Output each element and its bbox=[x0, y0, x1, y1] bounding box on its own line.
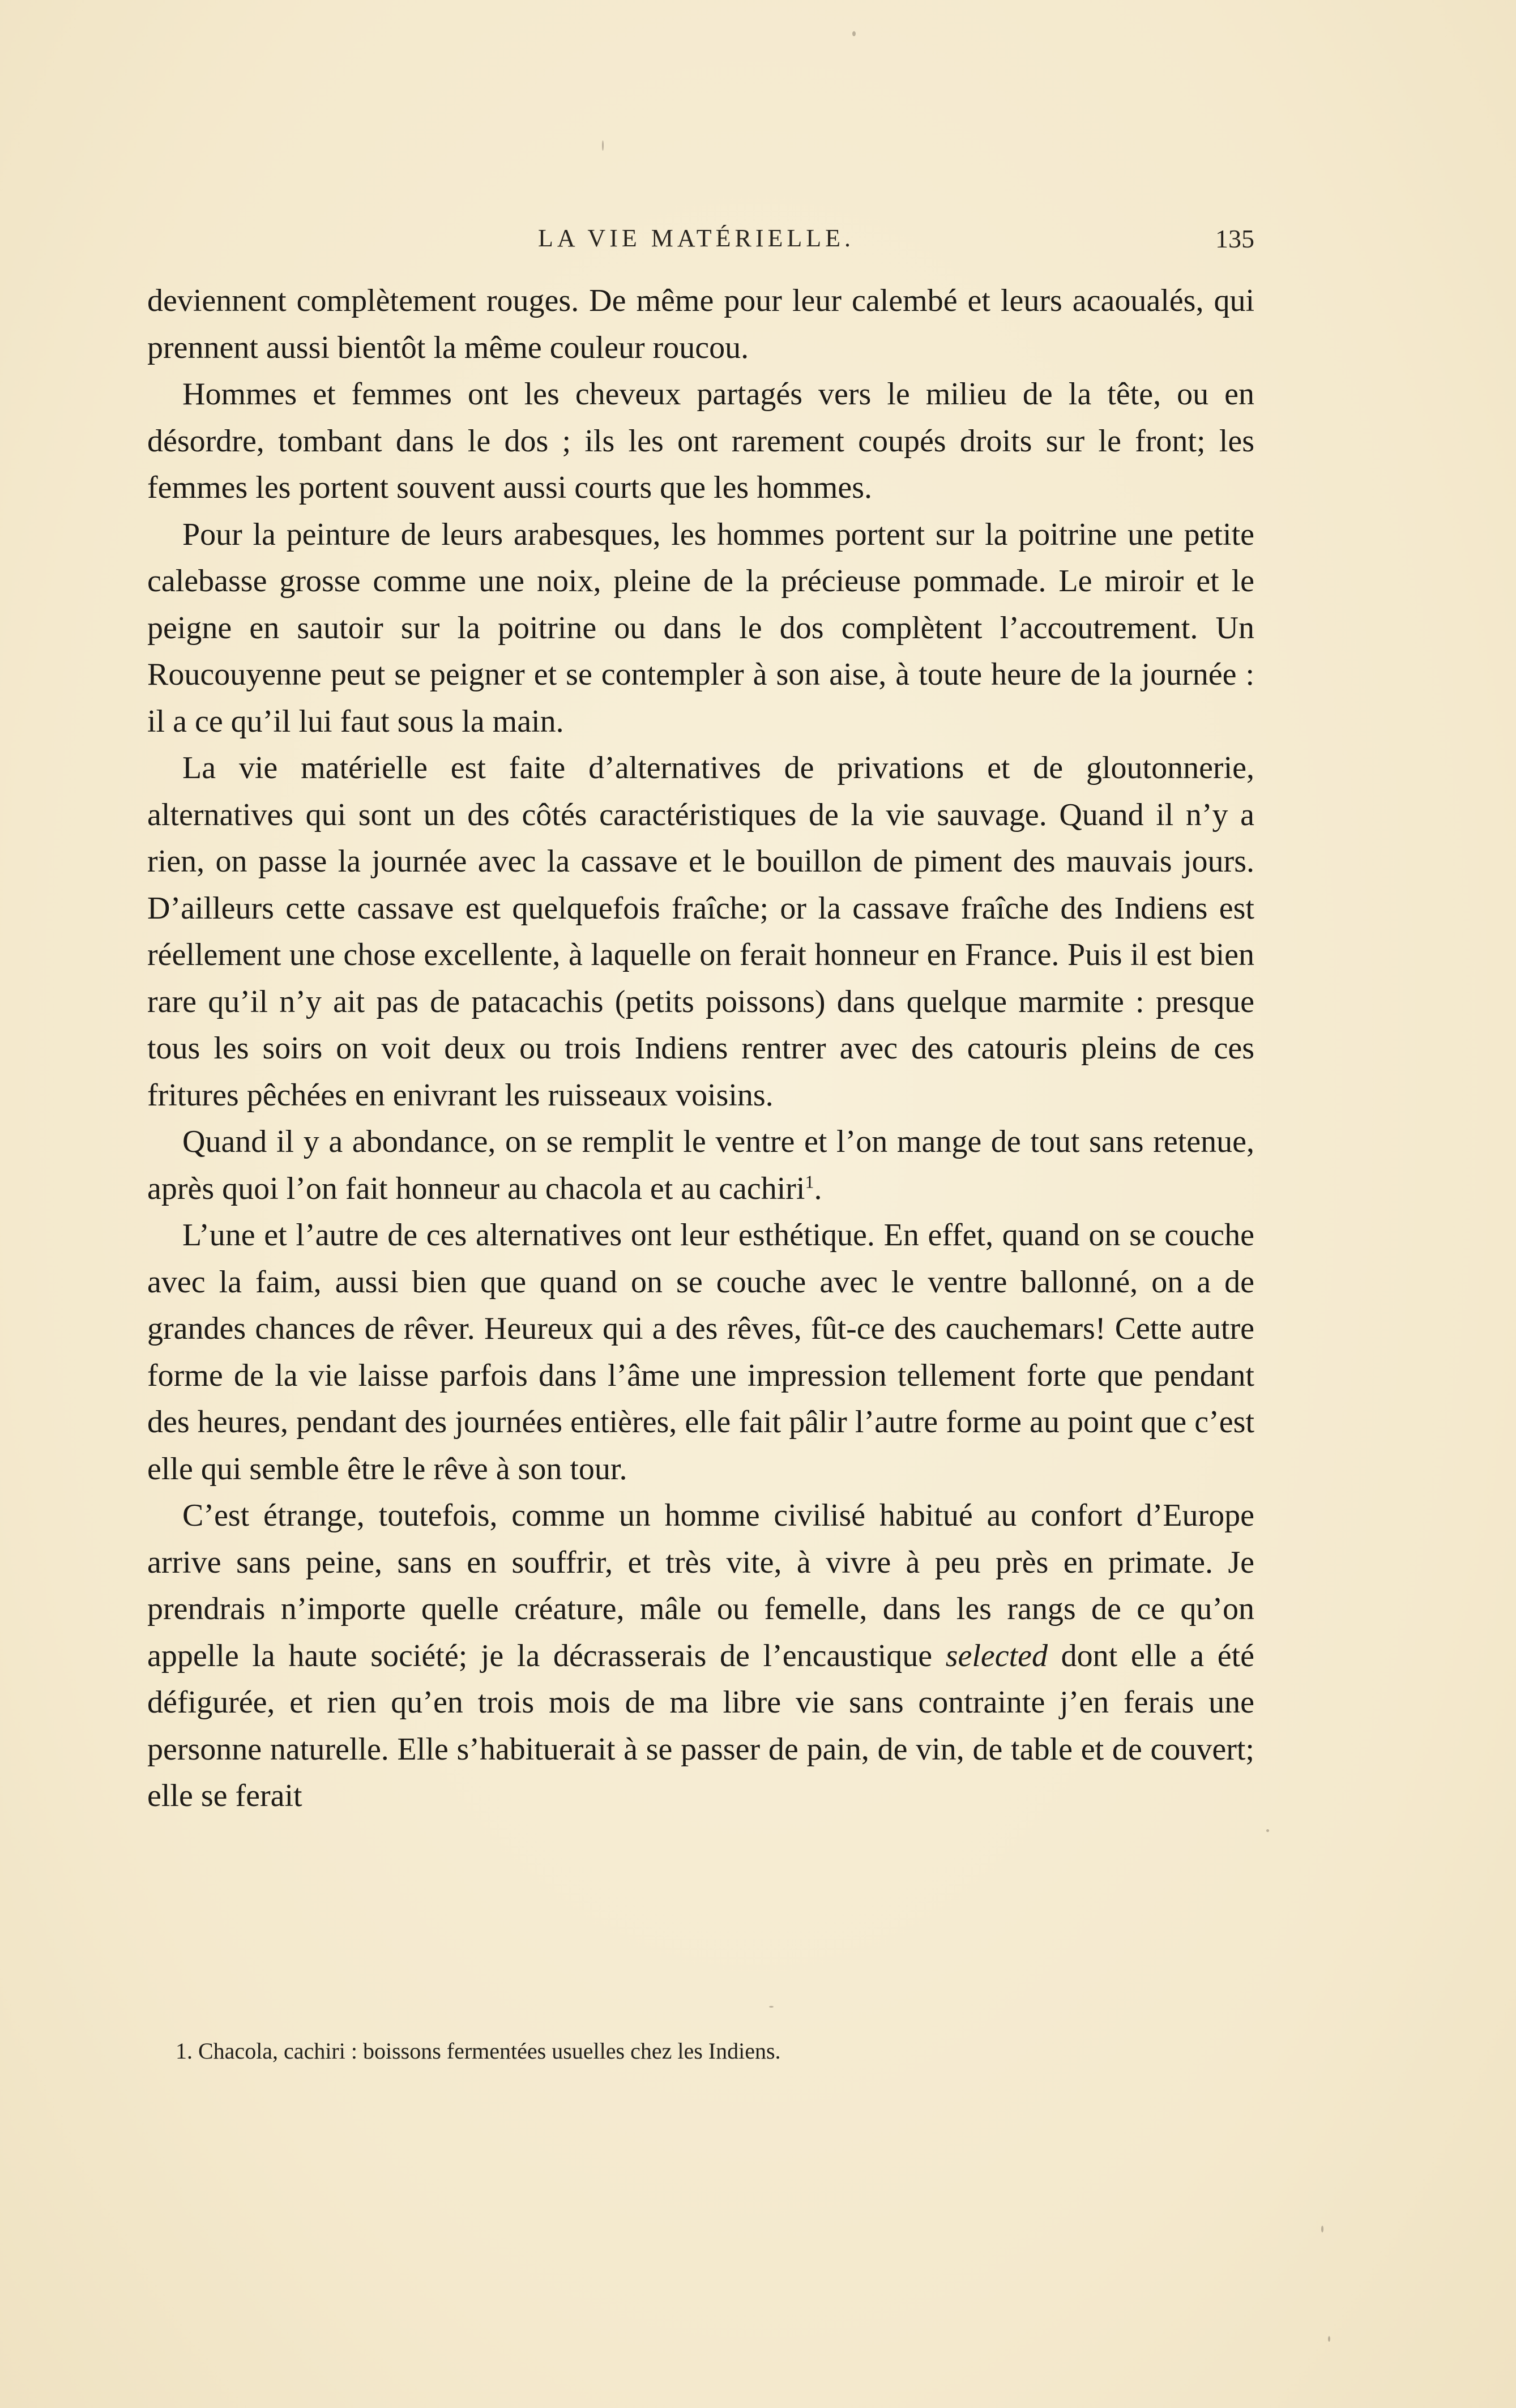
footnote-number: 1. bbox=[176, 2038, 193, 2064]
speck bbox=[602, 140, 604, 151]
speck bbox=[769, 2006, 774, 2008]
paragraph-5-text: Quand il y a abondance, on se remplit le ventre et l’on mange de tout sans retenue, après quoi l’on fait honneur au chacola et au cachiri bbox=[147, 1124, 1254, 1206]
footnote-text: Chacola, cachiri : boissons fermentées usuelles chez les Indiens. bbox=[198, 2038, 781, 2064]
paragraph-4: La vie matérielle est faite d’alternatives de privations et de gloutonnerie, alternatives qui sont un des côtés caractéristiques de la vie sauvage. Quand il n’y a rien, on passe la journée avec la cassave et le bouillon de piment des mauvais jours. D’ailleurs cette cassave est quelquefois fraîche; or la cassave fraîche des Indiens est réellement une chose excellente, à laquelle on ferait honneur en France. Puis il est bien rare qu’il n’y ait pas de patacachis (petits poissons) dans quelque marmite : presque tous les soirs on voit deux ou trois Indiens rentrer avec des catouris pleins de ces fritures pêchées en enivrant les ruisseaux voisins. bbox=[147, 750, 1254, 1113]
running-title: LA VIE MATÉRIELLE. bbox=[538, 224, 855, 252]
speck bbox=[1328, 2336, 1330, 2342]
footnote-reference: 1 bbox=[805, 1171, 814, 1192]
paragraph-5 bbox=[147, 1118, 1254, 1212]
speck bbox=[1321, 2226, 1323, 2232]
paragraph-7-text: C’est étrange, toutefois, comme un homme civilisé habitué au confort d’Europe arrive sans peine, sans en souffrir, et très vite, à vivre à peu près en primate. Je prendrais n’importe quelle créature, mâle ou femelle, dans les rangs de ce qu’on appelle la haute société; je la décrasserais de l’encaustique bbox=[147, 1498, 1254, 1673]
speck bbox=[1266, 1829, 1269, 1832]
paragraph-6: L’une et l’autre de ces alternatives ont leur esthétique. En effet, quand on se couche avec la faim, aussi bien que quand on se couche avec le ventre ballonné, on a de grandes chances de rêver. Heureux qui a des rêves, fût-ce des cauchemars! Cette autre forme de la vie laisse parfois dans l’âme une impression tellement forte que pendant des heures, pendant des journées entières, elle fait pâlir l’autre forme au point que c’est elle qui semble être le rêve à son tour. bbox=[147, 1218, 1254, 1487]
paragraph-3: Pour la peinture de leurs arabesques, les hommes portent sur la poitrine une petite calebasse grosse comme une noix, pleine de la précieuse pommade. Le miroir et le peigne en sautoir sur la poitrine ou dans le dos complètent l’accoutrement. Un Roucouyenne peut se peigner et se contempler à son aise, à toute heure de la journée : il a ce qu’il lui faut sous la main. bbox=[147, 516, 1254, 739]
speck bbox=[852, 31, 856, 36]
paragraph-1: deviennent complètement rouges. De même pour leur calembé et leurs acaoualés, qui prennent aussi bientôt la même couleur roucou. bbox=[147, 283, 1254, 365]
paragraph-7-continuation: dont elle a été défigurée, et rien qu’en trois mois de ma libre vie sans contrainte j’en ferais une personne naturelle. Elle s’habituerait à se passer de pain, de vin, de table et de couvert; elle se ferait bbox=[147, 1638, 1255, 1813]
footnote bbox=[176, 2038, 1252, 2064]
body-text bbox=[147, 277, 1254, 1820]
paragraph-7 bbox=[147, 1492, 1254, 1820]
paragraph-5-end: . bbox=[814, 1171, 822, 1206]
paragraph-2: Hommes et femmes ont les cheveux partagés vers le milieu de la tête, ou en désordre, tombant dans le dos ; ils les ont rarement coupés droits sur le front; les femmes les portent souvent aussi courts que les hommes. bbox=[147, 377, 1254, 505]
page-number: 135 bbox=[1215, 224, 1254, 253]
page-header bbox=[147, 224, 1254, 258]
italic-word: selected bbox=[945, 1638, 1048, 1673]
